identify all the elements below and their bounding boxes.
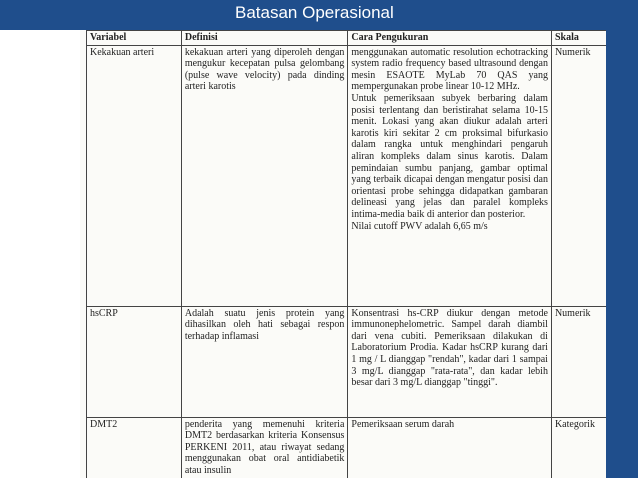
header-definisi: Definisi bbox=[181, 31, 348, 46]
header-variabel: Variabel bbox=[87, 31, 182, 46]
cara-paragraph: Nilai cutoff PWV adalah 6,65 m/s bbox=[351, 220, 488, 232]
cell-definisi: kekakuan arteri yang diperoleh dengan mengukur kecepatan pulsa gelombang (pulse wave velocity) pada dinding arteri karotis bbox=[181, 45, 348, 306]
cell-skala: Kategorik bbox=[551, 417, 606, 478]
cell-definisi: Adalah suatu jenis protein yang dihasilkan oleh hati sebagai respon terhadap inflamasi bbox=[181, 306, 348, 417]
cell-skala: Numerik bbox=[551, 306, 606, 417]
cell-cara-pengukuran bbox=[348, 417, 552, 478]
table-row bbox=[87, 417, 607, 478]
cell-cara-pengukuran bbox=[348, 45, 552, 306]
operational-definitions-table bbox=[86, 30, 606, 478]
cell-variabel: Kekakuan arteri bbox=[87, 45, 182, 306]
cell-variabel: hsCRP bbox=[87, 306, 182, 417]
table-header-row bbox=[87, 31, 607, 46]
scanned-page bbox=[80, 30, 606, 478]
cell-skala: Numerik bbox=[551, 45, 606, 306]
cara-paragraph: Konsentrasi hs-CRP diukur dengan metode immunonephelometric. Sampel darah diambil dari vena cubiti. Pemeriksaan dilakukan di Laboratorium Prodia. Kadar hsCRP kurang dari 1 mg / L dianggap "rendah", kadar dari 1 sampai 3 mg/L dianggap "rata-rata", dan kadar lebih besar dari 3 mg/L dianggap "tinggi". bbox=[351, 307, 548, 389]
cell-definisi: penderita yang memenuhi kriteria DMT2 berdasarkan kriteria Konsensus PERKENI 2011, atau riwayat sedang menggunakan obat oral antidiabetik atau insulin bbox=[181, 417, 348, 478]
cara-paragraph: Untuk pemeriksaan subyek berbaring dalam posisi terlentang dan beristirahat selama 10-15 menit. Lokasi yang akan diukur adalah arteri karotis kiri sekitar 2 cm proksimal bifurkasio dalam rangka untuk menghindari pengaruh aliran kompleks dalam sinus karotis. Dalam pemindaian sumbu panjang, gambar optimal yang terbaik dicapai dengan mengatur posisi dan orientasi probe sehingga didapatkan gambaran delineasi yang jelas dan paralel kompleks intima-media baik di anterior dan posterior. bbox=[351, 92, 548, 220]
header-skala: Skala bbox=[551, 31, 606, 46]
right-accent-bar bbox=[606, 0, 638, 478]
header-cara-pengukuran: Cara Pengukuran bbox=[348, 31, 552, 46]
table-row bbox=[87, 45, 607, 306]
slide-title: Batasan Operasional bbox=[235, 3, 394, 22]
cara-paragraph: Pemeriksaan serum darah bbox=[351, 418, 455, 430]
cell-cara-pengukuran bbox=[348, 306, 552, 417]
cara-paragraph: menggunakan automatic resolution echotracking system radio frequency based ultrasound dengan mesin ESAOTE MyLab 70 QAS yang mempergunakan probe linear 10-12 MHz. bbox=[351, 46, 548, 93]
table-row bbox=[87, 306, 607, 417]
title-bar bbox=[0, 0, 638, 30]
cell-variabel: DMT2 bbox=[87, 417, 182, 478]
